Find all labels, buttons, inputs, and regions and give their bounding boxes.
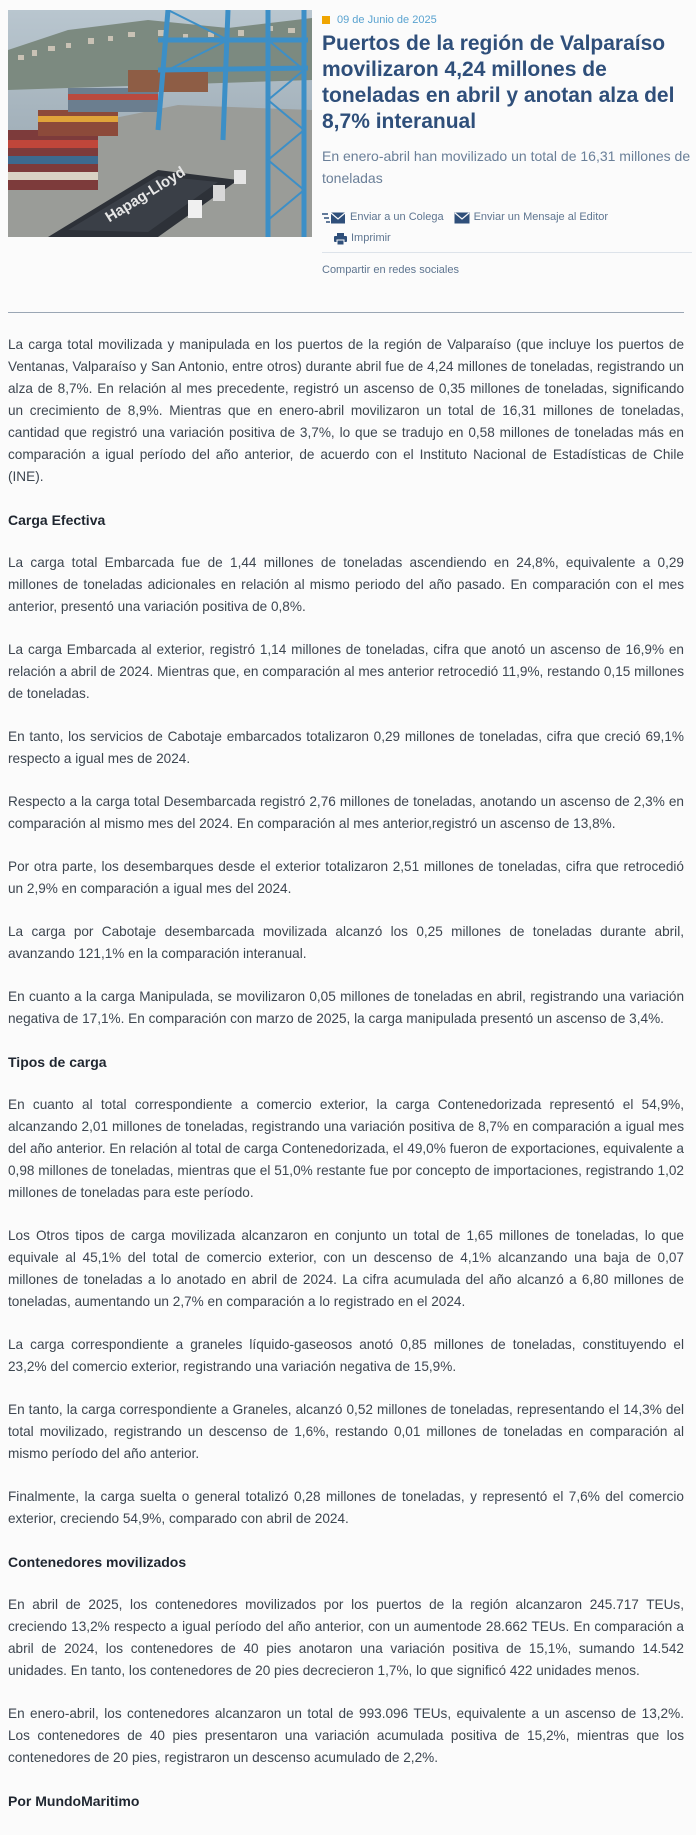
article-paragraph: Finalmente, la carga suelta o general totalizó 0,28 millones de toneladas, y representó el 7,6% del comercio exterior, creciendo 54,9%, comparado con abril de 2024. bbox=[8, 1489, 684, 1526]
send-colleague-link[interactable] bbox=[322, 207, 444, 228]
print-link[interactable] bbox=[334, 228, 391, 249]
send-editor-link[interactable] bbox=[454, 207, 609, 228]
printer-icon bbox=[334, 233, 347, 245]
article-subtitle: En enero-abril han movilizado un total de 16,31 millones de toneladas bbox=[322, 148, 691, 186]
article-paragraph: Los Otros tipos de carga movilizada alcanzaron en conjunto un total de 1,65 millones de toneladas, lo que equivale al 45,1% del total de comercio exterior, con un descenso de 4,1% alcanzando una baja de 0,07 millones de toneladas a lo anotado en abril de 2024. La cifra acumulada del año alcanzó a 6,80 millones de toneladas, aumentando un 2,7% en comparación a lo registrado en el 2024. bbox=[8, 1228, 684, 1309]
article-paragraph: En tanto, los servicios de Cabotaje embarcados totalizaron 0,29 millones de toneladas, cifra que creció 69,1% respecto a igual mes de 2024. bbox=[8, 729, 684, 766]
port-cranes-image bbox=[8, 10, 312, 237]
send-row bbox=[322, 207, 692, 228]
date-marker bbox=[322, 16, 330, 24]
article-body bbox=[8, 334, 684, 1833]
header-divider bbox=[8, 312, 684, 313]
article-paragraph: Respecto a la carga total Desembarcada registró 2,76 millones de toneladas, anotando un ascenso de 2,3% en comparación al mismo mes del 2024. En comparación al mes anterior,registró un ascenso de 13,8%. bbox=[8, 794, 684, 831]
article-paragraph: En abril de 2025, los contenedores movilizados por los puertos de la región alcanzaron 245.717 TEUs, creciendo 13,2% respecto a igual período del año anterior, con un aumentode 28.662 TEUs. En comparación a abril de 2024, los contenedores de 40 pies anotaron una variación positiva de 15,1%, sumando 14.542 unidades. En tanto, los contenedores de 20 pies decrecieron 1,7%, lo que significó 422 unidades menos. bbox=[8, 1597, 684, 1678]
hero-ship-text: Hapag-Lloyd bbox=[102, 163, 189, 226]
section-heading: Carga Efectiva bbox=[8, 512, 106, 528]
article-title: Puertos de la región de Valparaíso movilizaron 4,24 millones de toneladas en abril y anotan alza del 8,7% interanual bbox=[322, 32, 675, 133]
hero-image bbox=[8, 10, 312, 237]
article-paragraph: En cuanto al total correspondiente a comercio exterior, la carga Contenedorizada representó el 54,9%, alcanzando 2,01 millones de toneladas, registrando una variación positiva de 8,7% en comparación a igual mes del año anterior. En relación al total de carga Contenedorizada, el 49,0% fueron de exportaciones, equivalente a 0,98 millones de toneladas, mientras que el 51,0% restante fue por concepto de importaciones, registrando 1,02 millones de toneladas para este período. bbox=[8, 1097, 684, 1200]
share-social-link[interactable]: Compartir en redes sociales bbox=[322, 264, 459, 276]
article-paragraph: En tanto, la carga correspondiente a Graneles, alcanzó 0,52 millones de toneladas, representando el 14,3% del total movilizado, registrando un descenso de 1,6%, restando 0,01 millones de toneladas en comparación al mismo período del año anterior. bbox=[8, 1402, 684, 1461]
meta-divider bbox=[322, 252, 692, 253]
send-editor-label: Enviar un Mensaje al Editor bbox=[473, 211, 609, 223]
envelope-icon bbox=[454, 212, 470, 224]
article-paragraph: La carga Embarcada al exterior, registró 1,14 millones de toneladas, cifra que anotó un ascenso de 16,9% en relación a abril de 2024. Mientras que, en comparación al mes anterior retrocedió 11,9%, restando 0,15 millones de toneladas. bbox=[8, 642, 684, 701]
article-paragraph: La carga total Embarcada fue de 1,44 millones de toneladas ascendiendo en 24,8%, equivalente a 0,29 millones de toneladas adicionales en relación al mismo periodo del año pasado. En comparación con el mes anterior, presentó una variación positiva de 0,8%. bbox=[8, 555, 684, 614]
print-label: Imprimir bbox=[351, 232, 391, 244]
article-date: 09 de Junio de 2025 bbox=[337, 14, 437, 26]
article-paragraph: La carga total movilizada y manipulada en los puertos de la región de Valparaíso (que incluye los puertos de Ventanas, Valparaíso y San Antonio, entre otros) durante abril fue de 4,24 millones de toneladas, registrando un alza de 8,7%. En relación al mes precedente, registró un ascenso de 0,35 millones de toneladas, significando un crecimiento de 8,9%. Mientras que en enero-abril movilizaron un total de 16,31 millones de toneladas, cantidad que registró una variación positiva de 3,7%, lo que se tradujo en 0,58 millones de toneladas más en comparación a igual período del año anterior, de acuerdo con el Instituto Nacional de Estadísticas de Chile (INE). bbox=[8, 337, 684, 484]
section-heading: Contenedores movilizados bbox=[8, 1554, 187, 1570]
article-paragraph: La carga correspondiente a graneles líquido-gaseosos anotó 0,85 millones de toneladas, constituyendo el 23,2% del comercio exterior, registrando una variación negativa de 15,9%. bbox=[8, 1337, 684, 1374]
article-paragraph: La carga por Cabotaje desembarcada movilizada alcanzó los 0,25 millones de toneladas durante abril, avanzando 121,1% en la comparación interanual. bbox=[8, 924, 684, 961]
article-paragraph: En enero-abril, los contenedores alcanzaron un total de 993.096 TEUs, equivalente a un ascenso de 13,2%. Los contenedores de 40 pies presentaron una variación acumulada positiva de 15,2%, mientras que los contenedores de 20 pies, registraron un descenso acumulado de 2,2%. bbox=[8, 1706, 684, 1765]
send-colleague-label: Enviar a un Colega bbox=[350, 211, 444, 223]
section-heading: Tipos de carga bbox=[8, 1054, 107, 1070]
article-header bbox=[8, 10, 691, 276]
article-actions bbox=[322, 207, 692, 249]
article-paragraph: En cuanto a la carga Manipulada, se movilizaron 0,05 millones de toneladas en abril, registrando una variación negativa de 17,1%. En comparación con marzo de 2025, la carga manipulada presentó un ascenso de 3,4%. bbox=[8, 989, 684, 1026]
print-row bbox=[322, 228, 692, 249]
date-row bbox=[322, 10, 692, 30]
envelope-lines-icon bbox=[322, 212, 346, 224]
article-meta bbox=[322, 10, 692, 276]
article-paragraph: Por otra parte, los desembarques desde el exterior totalizaron 2,51 millones de toneladas, cifra que retrocedió un 2,9% en comparación a igual mes del 2024. bbox=[8, 859, 684, 896]
article-byline: Por MundoMaritimo bbox=[8, 1793, 140, 1809]
